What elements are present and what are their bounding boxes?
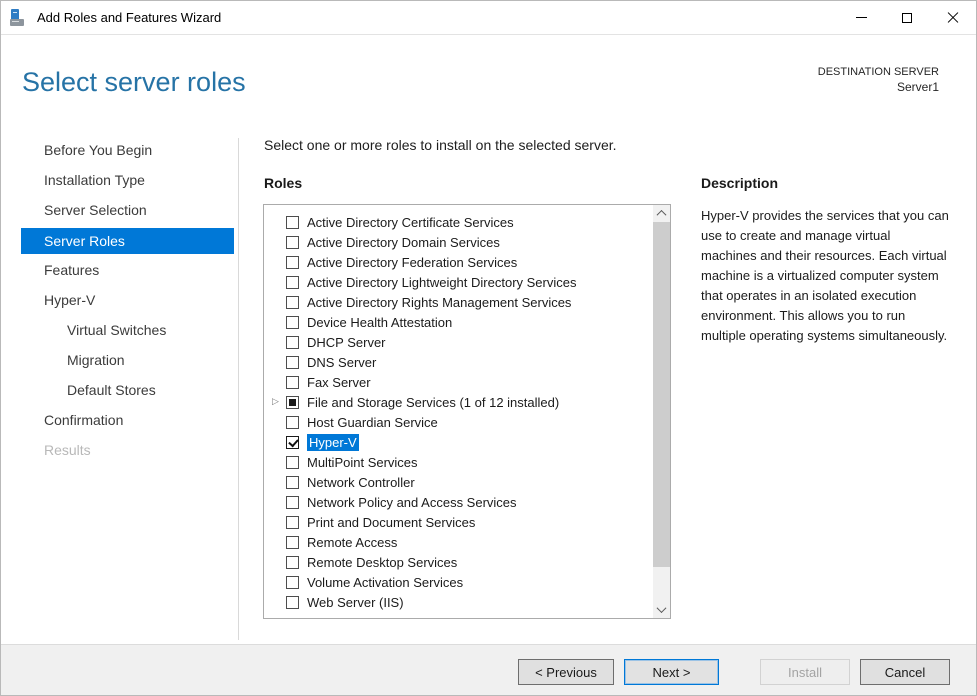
nav-item-migration[interactable]: Migration [67, 352, 125, 368]
role-row-dns-server [264, 352, 653, 372]
role-label-multipoint-services[interactable]: MultiPoint Services [307, 454, 418, 470]
destination-server-value: Server1 [896, 80, 939, 94]
close-icon [947, 12, 959, 24]
role-label-hyper-v[interactable]: Hyper-V [309, 434, 357, 450]
role-label-device-health-attestation[interactable]: Device Health Attestation [307, 314, 453, 330]
previous-button[interactable]: < Previous [518, 659, 614, 685]
role-checkbox-hyper-v[interactable] [286, 436, 299, 449]
scrollbar-thumb[interactable] [653, 222, 670, 567]
close-button[interactable] [930, 1, 976, 34]
install-button: Install [760, 659, 850, 685]
nav-item-server-roles[interactable]: Server Roles [21, 228, 234, 254]
role-label-volume-activation-services[interactable]: Volume Activation Services [307, 574, 464, 590]
role-row-active-directory-rights-management-services [264, 292, 653, 312]
nav-item-features[interactable]: Features [44, 262, 100, 278]
window-title: Add Roles and Features Wizard [37, 10, 222, 25]
role-row-file-and-storage-services-1-of-12-installed [264, 392, 653, 412]
role-row-active-directory-federation-services [264, 252, 653, 272]
role-row-active-directory-certificate-services [264, 212, 653, 232]
role-row-print-and-document-services [264, 512, 653, 532]
window-controls [838, 1, 976, 34]
role-label-web-server-iis[interactable]: Web Server (IIS) [307, 594, 404, 610]
role-row-host-guardian-service [264, 412, 653, 432]
role-checkbox-active-directory-lightweight-directory-services[interactable] [286, 276, 299, 289]
role-row-network-policy-and-access-services [264, 492, 653, 512]
nav-item-results: Results [44, 442, 91, 458]
title-bar [1, 1, 976, 35]
role-row-remote-desktop-services [264, 552, 653, 572]
instruction-text: Select one or more roles to install on the selected server. [264, 137, 617, 153]
role-checkbox-active-directory-rights-management-services[interactable] [286, 296, 299, 309]
chevron-down-icon [657, 603, 667, 613]
nav-item-hyper-v[interactable]: Hyper-V [44, 292, 96, 308]
role-label-file-and-storage-services-1-of-12-installed[interactable]: File and Storage Services (1 of 12 installed) [307, 394, 560, 410]
role-label-active-directory-certificate-services[interactable]: Active Directory Certificate Services [307, 214, 514, 230]
role-checkbox-volume-activation-services[interactable] [286, 576, 299, 589]
scroll-down-button[interactable] [653, 601, 670, 618]
role-checkbox-web-server-iis[interactable] [286, 596, 299, 609]
sidebar-divider [238, 138, 239, 640]
role-label-remote-desktop-services[interactable]: Remote Desktop Services [307, 554, 458, 570]
role-label-dns-server[interactable]: DNS Server [307, 354, 377, 370]
description-text: Hyper-V provides the services that you can use to create and manage virtual machines and their resources. Each virtual machine is a virtualized computer system that operates in an isolated execution environment. This allows you to run multiple operating systems simultaneously. [701, 208, 949, 343]
role-label-dhcp-server[interactable]: DHCP Server [307, 334, 386, 350]
role-label-active-directory-federation-services[interactable]: Active Directory Federation Services [307, 254, 518, 270]
wizard-nav [21, 136, 234, 466]
destination-server-block [818, 65, 939, 95]
role-checkbox-print-and-document-services[interactable] [286, 516, 299, 529]
role-row-multipoint-services [264, 452, 653, 472]
role-label-active-directory-domain-services[interactable]: Active Directory Domain Services [307, 234, 500, 250]
role-checkbox-file-and-storage-services-1-of-12-installed[interactable] [286, 396, 299, 409]
role-row-dhcp-server [264, 332, 653, 352]
description-heading: Description [701, 175, 779, 191]
app-icon [10, 9, 28, 26]
nav-item-default-stores[interactable]: Default Stores [67, 382, 156, 398]
role-row-active-directory-lightweight-directory-services [264, 272, 653, 292]
role-checkbox-active-directory-domain-services[interactable] [286, 236, 299, 249]
role-checkbox-device-health-attestation[interactable] [286, 316, 299, 329]
roles-heading: Roles [264, 175, 303, 191]
roles-scrollbar[interactable] [653, 205, 670, 618]
role-checkbox-host-guardian-service[interactable] [286, 416, 299, 429]
roles-listbox [263, 204, 671, 619]
chevron-up-icon [657, 210, 667, 220]
role-row-device-health-attestation [264, 312, 653, 332]
role-checkbox-active-directory-certificate-services[interactable] [286, 216, 299, 229]
expand-arrow-icon[interactable]: ▷ [272, 396, 279, 407]
nav-item-installation-type[interactable]: Installation Type [44, 172, 145, 188]
role-label-fax-server[interactable]: Fax Server [307, 374, 371, 390]
roles-list [264, 205, 653, 618]
scroll-up-button[interactable] [653, 205, 670, 222]
role-checkbox-fax-server[interactable] [286, 376, 299, 389]
nav-item-server-selection[interactable]: Server Selection [44, 202, 147, 218]
role-label-host-guardian-service[interactable]: Host Guardian Service [307, 414, 438, 430]
role-checkbox-dhcp-server[interactable] [286, 336, 299, 349]
role-checkbox-network-policy-and-access-services[interactable] [286, 496, 299, 509]
role-label-network-policy-and-access-services[interactable]: Network Policy and Access Services [307, 494, 517, 510]
role-checkbox-active-directory-federation-services[interactable] [286, 256, 299, 269]
nav-item-before-you-begin[interactable]: Before You Begin [44, 142, 153, 158]
role-checkbox-remote-desktop-services[interactable] [286, 556, 299, 569]
role-label-remote-access[interactable]: Remote Access [307, 534, 398, 550]
role-row-network-controller [264, 472, 653, 492]
next-button[interactable]: Next > [624, 659, 719, 685]
maximize-icon [902, 13, 912, 23]
nav-item-confirmation[interactable]: Confirmation [44, 412, 124, 428]
role-row-web-server-iis [264, 592, 653, 612]
minimize-icon [856, 17, 867, 18]
role-row-volume-activation-services [264, 572, 653, 592]
footer-bar [1, 644, 976, 695]
role-label-active-directory-lightweight-directory-services[interactable]: Active Directory Lightweight Directory Services [307, 274, 577, 290]
footer-buttons [518, 659, 950, 685]
role-checkbox-remote-access[interactable] [286, 536, 299, 549]
role-checkbox-dns-server[interactable] [286, 356, 299, 369]
cancel-button[interactable]: Cancel [860, 659, 950, 685]
minimize-button[interactable] [838, 1, 884, 34]
role-checkbox-multipoint-services[interactable] [286, 456, 299, 469]
nav-item-virtual-switches[interactable]: Virtual Switches [67, 322, 167, 338]
role-row-hyper-v [264, 432, 653, 452]
role-label-active-directory-rights-management-services[interactable]: Active Directory Rights Management Services [307, 294, 572, 310]
role-row-remote-access [264, 532, 653, 552]
destination-server-label: DESTINATION SERVER [817, 66, 939, 78]
maximize-button[interactable] [884, 1, 930, 34]
role-label-print-and-document-services[interactable]: Print and Document Services [307, 514, 476, 530]
role-label-network-controller[interactable]: Network Controller [307, 474, 415, 490]
role-row-active-directory-domain-services [264, 232, 653, 252]
page-title: Select server roles [22, 67, 246, 97]
role-checkbox-network-controller[interactable] [286, 476, 299, 489]
role-row-fax-server [264, 372, 653, 392]
